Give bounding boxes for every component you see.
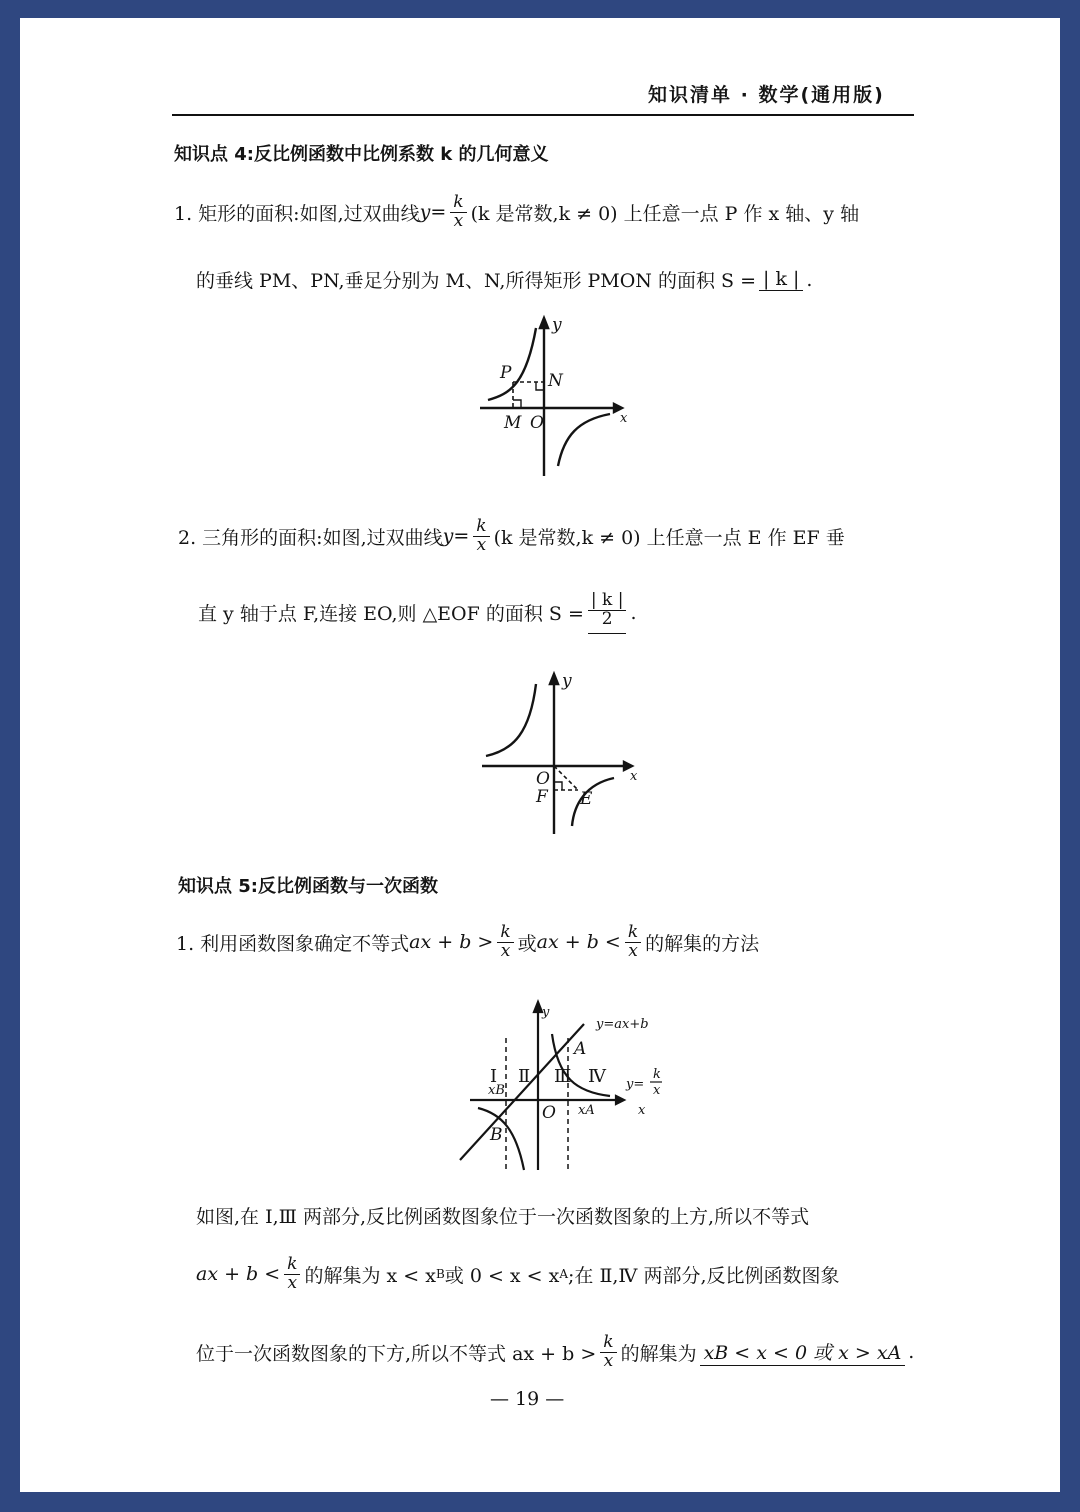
y-arrow <box>534 1002 542 1012</box>
frac-den: x <box>453 210 464 231</box>
fraction-k-over-x <box>284 1256 300 1293</box>
diagram-triangle-area <box>474 668 654 842</box>
frac-num: | k | <box>588 592 627 611</box>
text: 2. 三角形的面积:如图,过双曲线 <box>178 526 443 549</box>
diagram-regions <box>450 998 680 1182</box>
fraction-k-over-x <box>450 194 466 231</box>
item2-line2 <box>198 592 637 634</box>
region-1: Ⅰ <box>490 1066 498 1087</box>
text: 位于一次函数图象的下方,所以不等式 ax + b > <box>196 1342 597 1365</box>
label-curve-num: k <box>653 1067 661 1082</box>
label-e: E <box>580 789 593 809</box>
hyperbola-branch-left <box>486 684 536 756</box>
fraction-k-over-x <box>473 518 489 555</box>
sub-a: A <box>559 1267 569 1282</box>
region-3: Ⅲ <box>554 1066 572 1087</box>
label-m: M <box>504 413 522 433</box>
text: 或 <box>517 932 537 955</box>
label-o: O <box>530 413 544 433</box>
label-n: N <box>548 371 563 391</box>
var-y: y <box>419 201 431 224</box>
frac-num: k <box>497 924 513 943</box>
para-line3 <box>196 1334 914 1371</box>
label-b: B <box>490 1125 503 1145</box>
item1-line1 <box>174 194 859 231</box>
frac-den: 2 <box>601 608 613 629</box>
text: (k 是常数,k ≠ 0) 上任意一点 P 作 x 轴、y 轴 <box>470 202 860 225</box>
y-arrow <box>540 318 548 328</box>
answer-blank: xB < x < 0 或 x > xA <box>700 1338 906 1366</box>
answer-blank: | k | <box>759 268 803 291</box>
frac-num: k <box>625 924 641 943</box>
label-xa: xA <box>578 1103 595 1118</box>
text: = <box>453 525 470 548</box>
hyperbola-branch-right <box>572 778 614 826</box>
frac-den: x <box>476 534 487 555</box>
right-angle-n <box>536 382 544 390</box>
label-x: x <box>620 411 628 426</box>
y-arrow <box>550 674 558 684</box>
text: 或 0 < x < x <box>444 1264 560 1287</box>
section-5-title: 知识点 5:反比例函数与一次函数 <box>178 876 438 897</box>
hyperbola-branch-left <box>488 328 536 400</box>
hyperbola-branch-right <box>558 414 610 466</box>
s5-item1-line <box>176 924 759 961</box>
section-4-title: 知识点 4:反比例函数中比例系数 k 的几何意义 <box>174 144 549 165</box>
fraction-k-over-x <box>600 1334 616 1371</box>
right-angle-m <box>513 400 521 408</box>
text: . <box>630 601 637 624</box>
document-page <box>20 18 1060 1492</box>
label-a: A <box>574 1039 587 1059</box>
label-y: y <box>542 1005 550 1020</box>
label-line: y=ax+b <box>596 1017 649 1032</box>
dashed-eo <box>554 766 578 790</box>
label-curve-den: x <box>653 1083 661 1098</box>
label-xb: xB <box>488 1083 505 1098</box>
label-f: F <box>536 787 548 807</box>
label-y: y <box>552 315 562 335</box>
sub-b: B <box>435 1267 445 1282</box>
region-2: Ⅱ <box>518 1066 531 1087</box>
para-line2 <box>196 1256 840 1293</box>
region-4: Ⅳ <box>588 1066 606 1087</box>
frac-num: k <box>473 518 489 537</box>
label-p: P <box>500 363 512 383</box>
fraction-k-over-x <box>497 924 513 961</box>
label-y: y <box>562 671 572 691</box>
text: 的解集为 <box>620 1342 697 1365</box>
page-number: — 19 — <box>490 1388 565 1410</box>
inequality-1: ax + b > <box>409 931 494 954</box>
para-line1 <box>196 1202 809 1229</box>
answer-fraction <box>588 592 627 634</box>
label-x: x <box>630 769 638 784</box>
frac-num: k <box>600 1334 616 1353</box>
text: = <box>430 201 447 224</box>
frac-den: x <box>628 940 638 961</box>
text: 的垂线 PM、PN,垂足分别为 M、N,所得矩形 PMON 的面积 S = <box>196 270 756 292</box>
text: 如图,在 Ⅰ,Ⅲ 两部分,反比例函数图象位于一次函数图象的上方,所以不等式 <box>196 1206 810 1228</box>
text: (k 是常数,k ≠ 0) 上任意一点 E 作 EF 垂 <box>493 526 845 549</box>
var-y: y <box>442 525 454 548</box>
text: 1. 利用函数图象确定不等式 <box>176 932 410 955</box>
text: 的解集为 x < x <box>304 1264 436 1287</box>
frac-num: k <box>450 194 466 213</box>
frac-den: x <box>603 1350 614 1371</box>
frac-den: x <box>287 1272 298 1293</box>
text: 直 y 轴于点 F,连接 EO,则 △EOF 的面积 S = <box>198 603 584 626</box>
label-x: x <box>638 1103 646 1118</box>
text: 1. 矩形的面积:如图,过双曲线 <box>174 202 420 225</box>
item1-line2 <box>196 266 812 293</box>
text: ;在 Ⅱ,Ⅳ 两部分,反比例函数图象 <box>568 1264 840 1287</box>
right-angle-f <box>554 782 562 790</box>
fraction-k-over-x <box>625 924 641 961</box>
frac-den: x <box>500 940 511 961</box>
diagram-rectangle-area <box>460 314 640 488</box>
inequality: ax + b < <box>196 1263 281 1286</box>
header-title: 知识清单 · 数学(通用版) <box>648 84 885 106</box>
text: . <box>806 268 813 291</box>
label-o: O <box>536 769 550 789</box>
frac-num: k <box>284 1256 300 1275</box>
label-curve-prefix: y= <box>626 1077 645 1092</box>
label-o: O <box>542 1103 556 1123</box>
item2-line1 <box>178 518 845 555</box>
inequality-2: ax + b < <box>536 931 621 954</box>
text: . <box>908 1341 915 1364</box>
header-rule <box>172 114 914 116</box>
x-arrow <box>616 1096 624 1104</box>
text: 的解集的方法 <box>645 932 760 955</box>
